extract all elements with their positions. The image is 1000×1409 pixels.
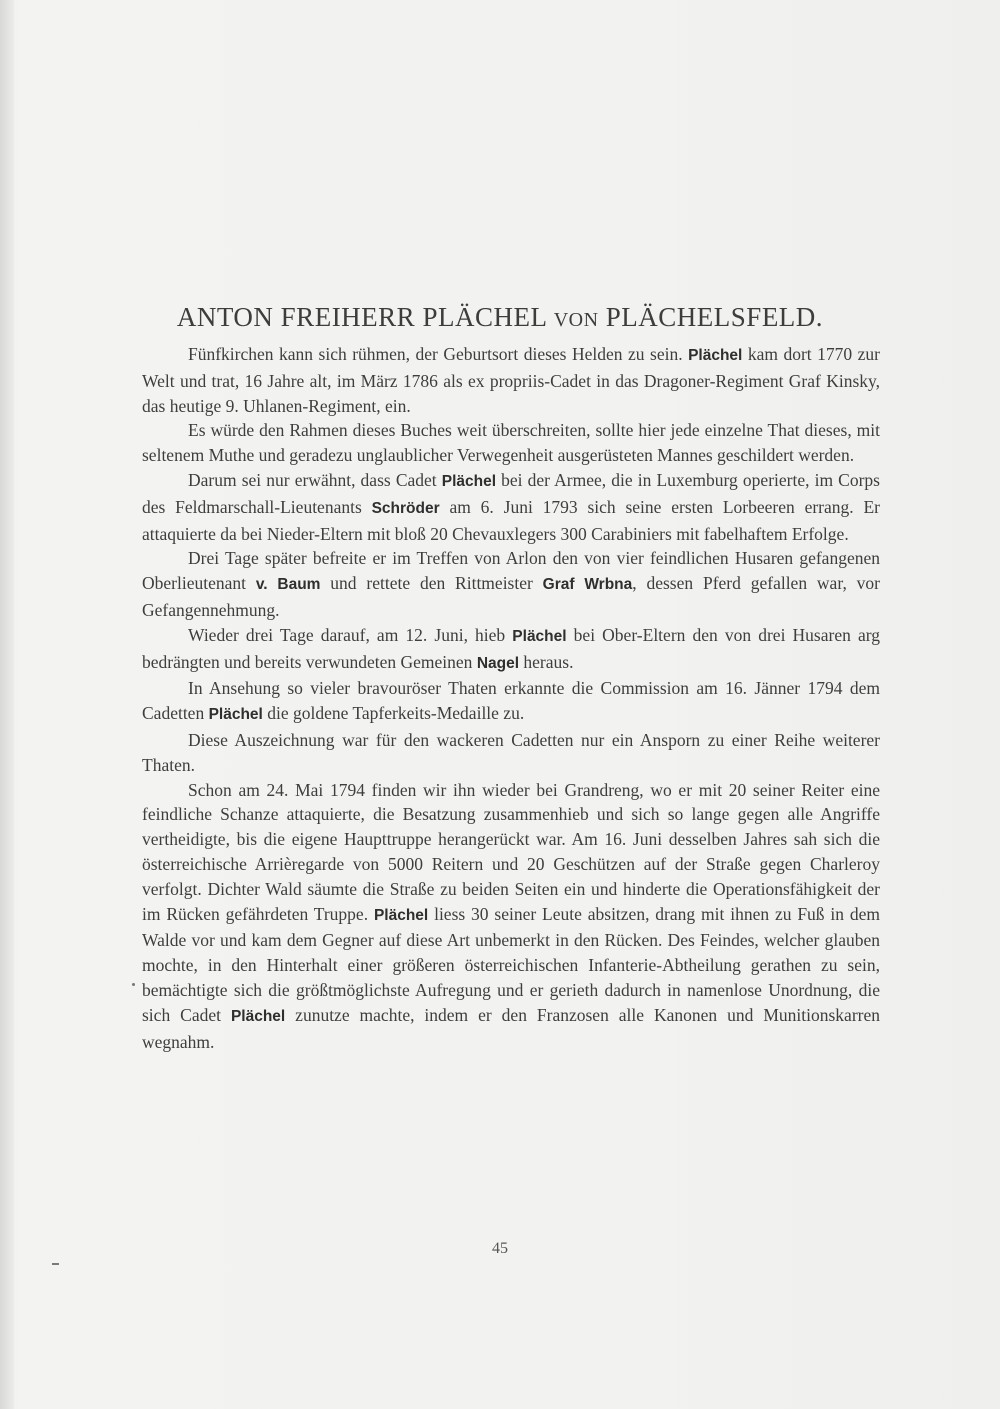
- text-run: Schon am 24. Mai 1794 finden wir ihn wieder bei Grandreng, wo er mit 20 seiner Reiter eine feindliche Schanze attaquierte, die Besatzung zusammenhieb und sich so lange gegen alle Angriffe vertheidigte, bis die eigene Haupttruppe herangerückt war. Am 16. Juni desselben Jahres sah sich die österreichische Arrièregarde von 5000 Reitern und 20 Geschützen auf der Straße gegen Charleroy verfolgt. Dichter Wald säumte die Straße zu beiden Seiten ein und hinderte die Operationsfähigkeit der im Rücken gefährdeten Truppe.: [142, 779, 880, 924]
- emphasized-name: Plächel: [512, 627, 567, 645]
- emphasized-name: Nagel: [476, 654, 520, 672]
- text-run: und rettete den Rittmeister: [320, 573, 543, 594]
- text-run: heraus.: [519, 651, 574, 672]
- text-run: bei der Armee, die in Luxemburg operierte, im Corps des Feldmarschall-Lieutenants: [142, 469, 880, 517]
- paragraph: [142, 623, 880, 677]
- print-speck: [132, 983, 135, 986]
- text-run: liess 30 seiner Leute absitzen, drang mit ihnen zu Fuß in dem Walde vor und kam dem Gegner auf diese Art unbemerkt in den Rücken. Des Feindes, welcher glauben mochte, in den Hinterhalt einer größeren österreichischen Infanterie-Abtheilung gerathen zu sein, bemächtigte sich die größtmöglichste Aufregung und er gerieth dadurch in namenlose Unordnung, die sich Cadet: [142, 903, 881, 1025]
- emphasized-name: v. Baum: [255, 576, 321, 594]
- emphasized-name: Plächel: [230, 1007, 286, 1025]
- text-run: Wieder drei Tage darauf, am 12. Juni, hieb: [188, 624, 513, 645]
- paragraph: [142, 546, 880, 622]
- margin-mark: [52, 1263, 59, 1265]
- emphasized-name: Plächel: [688, 347, 743, 364]
- page-gutter: [0, 0, 14, 1409]
- paragraph: [142, 342, 880, 418]
- text-run: zunutze machte, indem er den Franzosen alle Kanonen und Munitionskarren wegnahm.: [142, 1004, 880, 1052]
- text-run: Diese Auszeichnung war für den wackeren Cadetten nur ein Ansporn zu einer Reihe weiterer Thaten.: [142, 729, 880, 775]
- title-von: VON: [553, 309, 599, 331]
- emphasized-name: Plächel: [208, 706, 263, 724]
- paragraph: [142, 468, 880, 546]
- body-text: [142, 342, 880, 1054]
- paragraph: [142, 778, 880, 1055]
- text-run: Fünfkirchen kann sich rühmen, der Geburtsort dieses Helden zu sein.: [188, 344, 689, 364]
- text-run: Darum sei nur erwähnt, dass Cadet: [188, 469, 442, 490]
- text-run: bei Ober-Eltern den von drei Husaren arg bedrängten und bereits verwundeten Gemeinen: [142, 624, 880, 672]
- text-run: In Ansehung so vieler bravouröser Thaten erkannte die Commission am 16. Jänner 1794 dem Cadetten: [142, 678, 880, 724]
- emphasized-name: Plächel: [441, 472, 497, 490]
- text-run: Drei Tage später befreite er im Treffen von Arlon den von vier feindlichen Husaren gefangenen Oberlieutenant: [142, 548, 880, 594]
- text-run: am 6. Juni 1793 sich seine ersten Lorbeeren errang. Er attaquierte da bei Nieder-Eltern mit bloß 20 Chevauxlegers 300 Carabiniers mit fabelhaftem Erfolge.: [142, 496, 880, 544]
- paragraph: [142, 728, 880, 778]
- page-number: 45: [492, 1240, 508, 1257]
- emphasized-name: Schröder: [371, 499, 440, 517]
- text-run: kam dort 1770 zur Welt und trat, 16 Jahre alt, im März 1786 als ex propriis-Cadet in das Dragoner-Regiment Graf Kinsky, das heutige 9. Uhlanen-Regiment, ein.: [142, 344, 880, 416]
- text-run: Es würde den Rahmen dieses Buches weit überschreiten, sollte hier jede einzelne That dieses, mit seltenem Muthe und geradezu unglaublicher Verwegenheit ausgerüsteten Mannes geschildert werden.: [142, 420, 880, 466]
- emphasized-name: Graf Wrbna: [542, 576, 633, 594]
- title-place: PLÄCHELSFELD.: [605, 302, 824, 332]
- title-name: ANTON FREIHERR PLÄCHEL: [176, 302, 547, 332]
- text-run: , dessen Pferd gefallen war, vor Gefangennehmung.: [142, 573, 880, 620]
- text-run: die goldene Tapferkeits-Medaille zu.: [262, 703, 525, 724]
- chapter-title: [0, 302, 1000, 333]
- paragraph: [142, 418, 880, 468]
- emphasized-name: Plächel: [373, 906, 429, 924]
- paragraph: [142, 676, 880, 728]
